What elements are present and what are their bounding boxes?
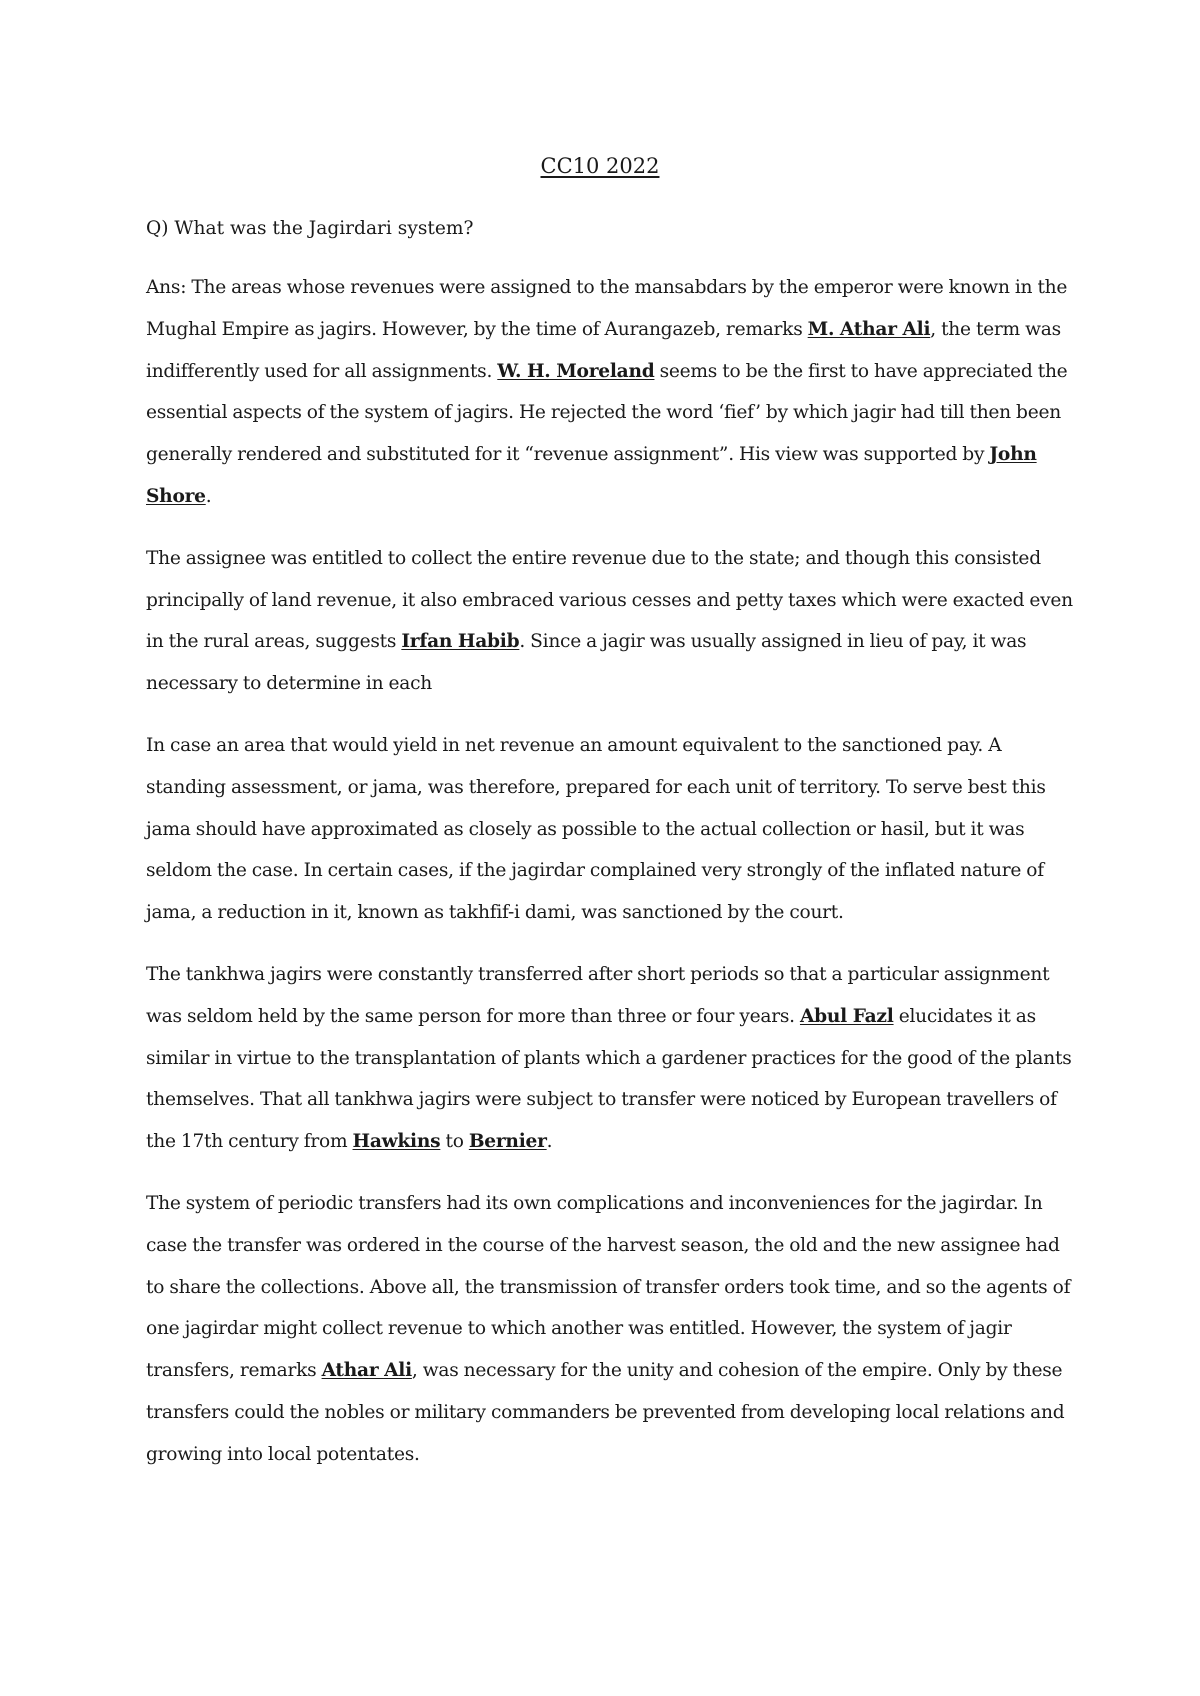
paragraph-text: , the term was indifferently used for all assignments. — [146, 318, 1061, 382]
body-paragraph — [146, 538, 1076, 705]
body-paragraph — [146, 725, 1076, 934]
paragraph-text: seems to be the first to have appreciated the essential aspects of the system of jagirs. He rejected the word ‘fief’ by which jagir had till then been generally rendered and substituted for it “revenue assignment”. His view was supported by — [146, 360, 1068, 466]
paragraph-text: . Since a jagir was usually assigned in lieu of pay, it was necessary to determine in each — [146, 631, 1027, 695]
paragraph-text: In case an area that would yield in net revenue an amount equivalent to the sanctioned pay. A standing assessment, or jama, was therefore, prepared for each unit of territory. To serve best this jama should have approximated as closely as possible to the actual collection or hasil, but it was seldom the case. In certain cases, if the jagirdar complained very strongly of the inflated nature of jama, a reduction in it, known as takhfif-i dami, was sanctioned by the court. — [146, 734, 1046, 924]
author-reference: John Shore — [146, 444, 1037, 507]
answer-paragraph — [146, 267, 1076, 518]
paragraph-text: . — [205, 485, 212, 507]
paragraph-text: Ans: The areas whose revenues were assigned to the mansabdars by the emperor were known in the Mughal Empire as jagirs. However, by the time of Aurangazeb, remarks — [146, 277, 1068, 340]
body-paragraph — [146, 954, 1076, 1163]
author-reference: W. H. Moreland — [497, 360, 655, 382]
document-title: CC10 2022 — [540, 154, 660, 178]
body-paragraph — [146, 1183, 1076, 1476]
paragraph-text: The assignee was entitled to collect the entire revenue due to the state; and though this consisted principally of land revenue, it also embraced various cesses and petty taxes which were exacted even in the rural areas, suggests — [146, 547, 1073, 653]
author-reference: Hawkins — [352, 1131, 441, 1153]
author-reference: Abul Fazl — [799, 1005, 894, 1027]
paragraph-text: The tankhwa jagirs were constantly transferred after short periods so that a particular assignment was seldom held by the same person for more than three or four years. — [146, 963, 1050, 1027]
question-text: Q) What was the Jagirdari system? — [146, 218, 474, 239]
paragraph-text: elucidates it as similar in virtue to the transplantation of plants which a gardener practices for the good of the plants themselves. That all tankhwa jagirs were subject to transfer were noticed by European travellers of the 17th century from — [146, 1005, 1072, 1153]
paragraph-text: , was necessary for the unity and cohesion of the empire. Only by these transfers could the nobles or military commanders be prevented from developing local relations and growing into local potentates. — [146, 1360, 1065, 1465]
document-body — [146, 214, 1076, 1496]
author-reference: M. Athar Ali — [807, 318, 931, 340]
paragraph-text: . — [546, 1131, 553, 1153]
paragraph-text: The system of periodic transfers had its own complications and inconveniences for the jagirdar. In case the transfer was ordered in the course of the harvest season, the old and the new assignee had to share the collections. Above all, the transmission of transfer orders took time, and so the agents of one jagirdar might collect revenue to which another was entitled. However, the system of jagir transfers, remarks — [146, 1192, 1071, 1382]
author-reference: Irfan Habib — [401, 631, 520, 653]
paragraph-text: to — [440, 1131, 469, 1153]
author-reference: Athar Ali — [321, 1360, 412, 1382]
author-reference: Bernier — [468, 1131, 547, 1153]
